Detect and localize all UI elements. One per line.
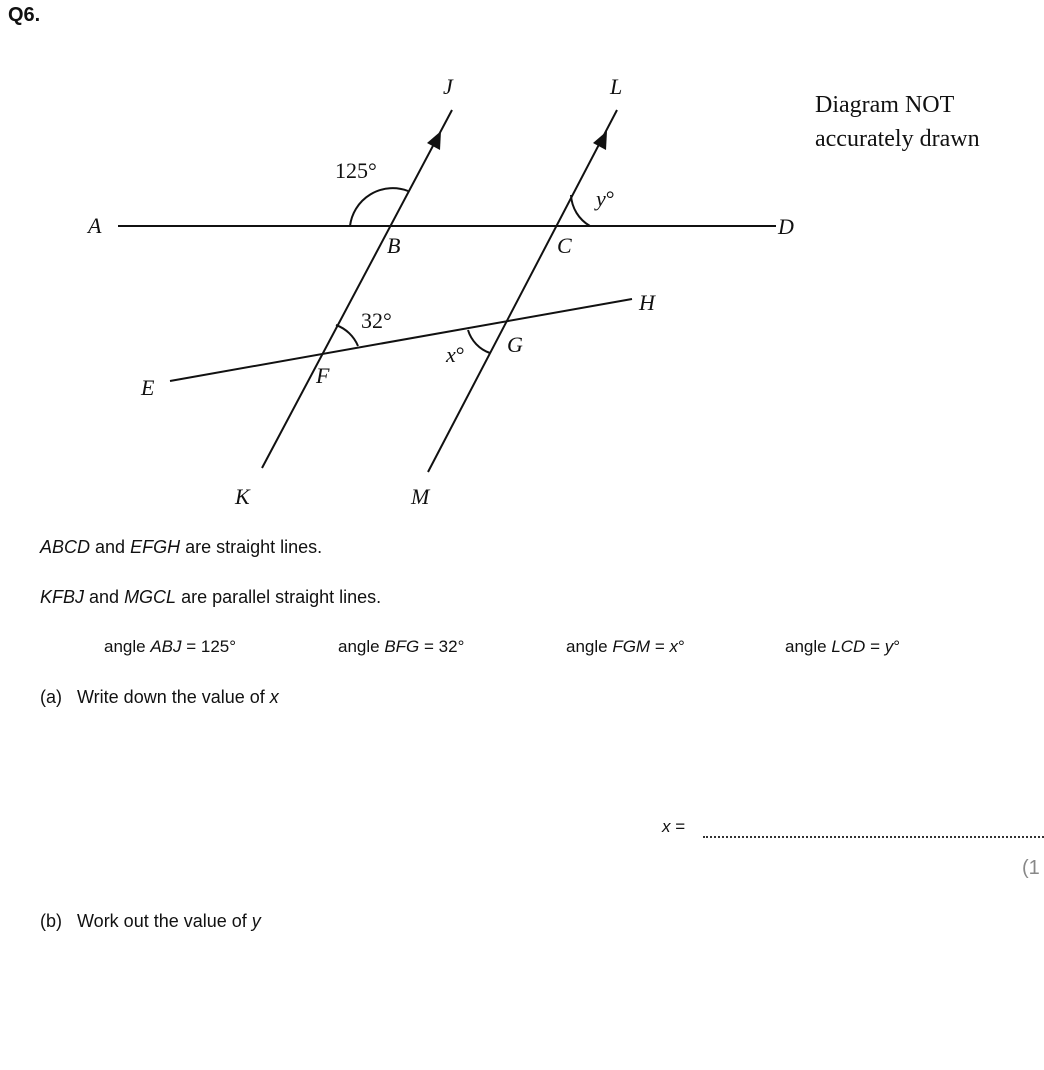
label-m: M bbox=[411, 484, 430, 509]
angle-label-125: 125° bbox=[335, 158, 377, 183]
geometry-diagram bbox=[0, 60, 810, 520]
label-f: F bbox=[316, 363, 330, 388]
marks-a: (1 bbox=[1022, 857, 1040, 879]
line-efgh bbox=[170, 299, 632, 381]
arc-y bbox=[571, 195, 590, 226]
given-angle-lcd: angle LCD = y° bbox=[785, 637, 901, 656]
given-angle-bfg: angle BFG = 32° bbox=[338, 637, 465, 656]
diagram-note-line2: accurately drawn bbox=[815, 126, 980, 152]
answer-a-line[interactable] bbox=[703, 836, 1044, 838]
label-e: E bbox=[141, 375, 155, 400]
given-angle-abj: angle ABJ = 125° bbox=[104, 637, 237, 656]
answer-a-label: x = bbox=[662, 817, 686, 836]
label-l: L bbox=[610, 74, 623, 99]
statement-straight-lines: ABCD and EFGH are straight lines. bbox=[40, 537, 323, 557]
part-a-question: (a) Write down the value of x bbox=[40, 687, 279, 707]
label-c: C bbox=[557, 233, 572, 258]
given-angle-fgm: angle FGM = x° bbox=[566, 637, 685, 656]
diagram-note-line1: Diagram NOT bbox=[815, 92, 955, 118]
arrowhead-j bbox=[427, 131, 441, 150]
arc-125 bbox=[350, 188, 408, 226]
angle-label-x: x° bbox=[446, 342, 465, 367]
label-d: D bbox=[778, 214, 794, 239]
label-b: B bbox=[387, 233, 401, 258]
question-number: Q6. bbox=[8, 4, 41, 26]
label-h: H bbox=[639, 290, 655, 315]
statement-parallel-lines: KFBJ and MGCL are parallel straight lines. bbox=[40, 587, 382, 607]
label-k: K bbox=[235, 484, 250, 509]
arrowhead-l bbox=[593, 131, 607, 150]
angle-label-y: y° bbox=[596, 186, 615, 211]
arc-32 bbox=[336, 325, 358, 346]
arc-x bbox=[468, 330, 490, 353]
angle-label-32: 32° bbox=[361, 308, 392, 333]
part-b-question: (b) Work out the value of y bbox=[40, 911, 261, 931]
label-j: J bbox=[443, 74, 453, 99]
label-a: A bbox=[88, 213, 102, 238]
label-g: G bbox=[507, 332, 523, 357]
line-mgcl bbox=[428, 110, 617, 472]
